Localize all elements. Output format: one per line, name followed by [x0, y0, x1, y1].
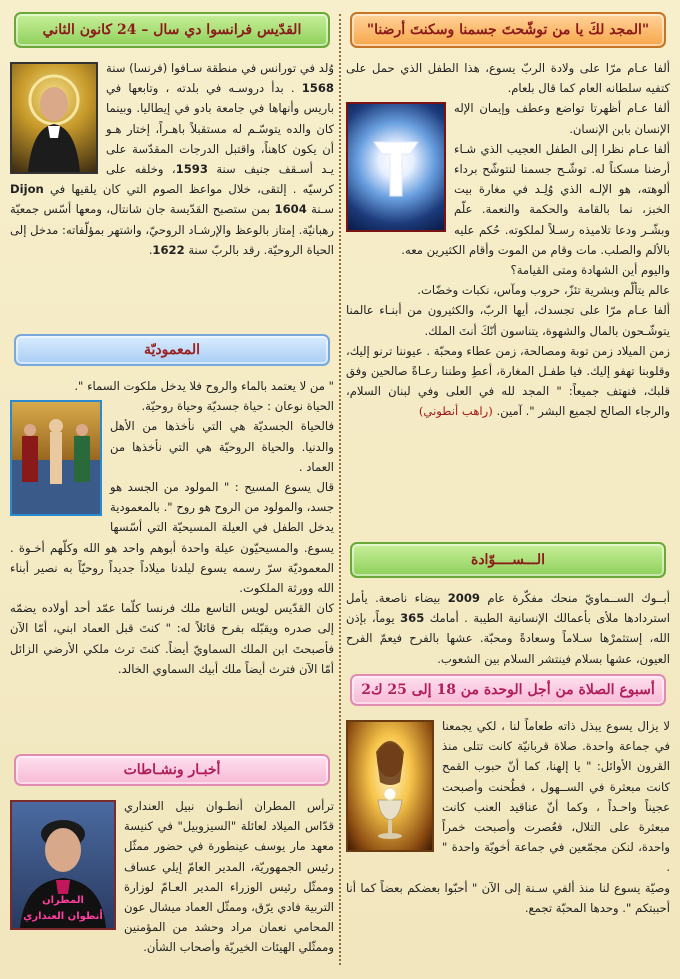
paragraph: " من لا يعتمد بالماء والروح فلا يدخل ملكوت السماء ". — [74, 379, 334, 393]
baptism-icon — [12, 402, 100, 514]
text: سـنة — [306, 202, 335, 217]
christmas-title: "المجد لكَ يا من توشّحتَ جسمنا وسكنتَ أرضنا" — [350, 12, 666, 48]
christmas-section — [346, 12, 670, 422]
paragraph: ألفا عـام مرّا على ولادة الربّ يسوع، هذا الطفل الذي حمل على كتفيه سلطانه العام كما قال بلعام. — [346, 61, 670, 96]
text: . بدأ دروسـه في بلدته ، وتابعها في باريس وأنهاها في جامعة بادو في إيطاليا. وبينما كان والده يتوسّـم له مستقبلاً باهـراً، إختار هـو أن يكون كاهناً، واقتبل الدرجات المقدّسة على يـد أسـقف جنيف سنة — [106, 81, 334, 177]
signature: (راهب أنطوني) — [418, 404, 493, 419]
year: 1593 — [175, 162, 208, 177]
news-title: أخبـار ونشـاطات — [14, 754, 330, 786]
photo-caption-name: أنطوان العنداري — [23, 911, 103, 922]
year: 1604 — [274, 202, 307, 217]
paragraph — [346, 341, 670, 422]
paragraph: وصيّة يسوع لنا منذ ألفي سـنة إلى الآن " أحبّوا بعضكم بعضاً كما أنا أحببتكم ". وحدها المحبّة تجمع. — [346, 880, 670, 915]
paragraph: فالحياة الجسديّة هي التي نأخذها من الأهل والدنيا. والحياة الروحيّة هي التي نأخذها من العماد . — [110, 419, 334, 474]
paragraph: قال يسوع المسيح : " المولود من الجسد هو جسد، والمولود من الروح هو روح ". بالمعمودية يدخل الطفل في العيلة المسيحيّة التي أسّسها يسوع. والمسيحيّون عيلة واحدة أبوهم واحد هو الله وكلّهم أخـوة . المعموديّة سرّ رسمه يسوع ليلدنا ميلاداً جديداً روحيّاً به نصير أبناء الله وورثة الملكوت. — [10, 480, 334, 596]
baptism-title: المعموديّة — [14, 334, 330, 366]
paragraph: الحياة نوعان : حياة جسديّة وحياة روحيّة. — [141, 399, 334, 414]
paragraph: ألفا عـام مرّا على تجسدك، أيها الربّ، والكثيرون من أبنـاء عالمنا يتوشّـحون بالمال والشهوة، يتناسون أنّكَ أنتَ الملك. — [346, 303, 670, 338]
text: ، وخلفه على كرسيّه . إلتقى، خلال مواعظ الصوم التي كان يلقيها في — [43, 162, 334, 197]
year: 1568 — [301, 81, 334, 96]
unity-week-section — [346, 674, 670, 918]
saint-section — [10, 12, 334, 260]
text: بمن ستصبح القدّيسة جان شانتال، ومعها أسّس جمعيّة رهبانيّة. إمتاز بالوعظ والإرشـاد الروحيّ، واشتهر بمؤلّفاته: مدخل إلى الحياة الروحيّة. رقد بالربّ سنة — [10, 202, 334, 257]
cross-icon — [348, 104, 444, 230]
paragraph: كان القدّيس لويس التاسع ملك فرنسا كلّما عمّد أحد أولاده يضمّه إلى صدره ويقبّله بفرح قائلاً له: " كنتَ قبل العماد ابني، أمّا الآن فأصبحتَ ابن الملك السماويّ أيضاً. كنتَ ترث ملكي الأرضي الزائل أمّا الآن فترث أيضاً ملك أبيك السماوي الخالد. — [10, 601, 334, 676]
text: أبــوك الســماويّ منحك مفكّرة عام — [480, 591, 670, 605]
paragraph: لا يزال يسوع يبذل ذاته طعاماً لنا ، لكي يجمعنا في جماعة واحدة. صلاة قربانيّة كانت تتلى منذ القرون الأوائل: " يا إلهنا، كما أنّ حبوب القمح كانت مبعثرة في الســهول ، فطُحنت وأصبحت عجيناً واحـداً ، وكما أنّ عناقيد العنب كانت مبعثرة على التلال، فعُصرت وأصبحت خمراً واحدة، لنكن مجمّعين في جماعة أخويّة واحدة " . — [442, 719, 670, 875]
baptism-icon-image — [10, 400, 102, 516]
paragraph: ألفا عـام نظرا إلى الطفل العجيب الذي شـاء أرضنا مسكناً له. توشّـح جسمنا لنتوشّح برداء ألوهته، هو الإلـه الذي وُلِـد في مغارة بيت الخبز، نما بالقامة والحكمة والنعمة. علّم وبشّـر ودعا تلاميذه رسـلاً لملكوته. حُكم عليه بالألم والصلب. مات وقام من الموت وأقام الكثيرين معه. — [401, 141, 670, 257]
saint-portrait-image — [10, 62, 98, 174]
paragraph: واليوم أين الشهادة ومتى القيامة؟ — [510, 263, 670, 278]
text: وُلد في تورانس في منطقة سـافوا (فرنسا) سنة — [106, 61, 334, 75]
paragraph: عالم يتألّم وبشرية تئزّ، حروب ومآس، نكبات وخضّات. — [417, 283, 670, 298]
saint-icon — [12, 64, 96, 172]
paragraph: ترأس المطران أنطـوان نبيل العنداري قدّاس الميلاد لعائلة "السيزوبيل" في كنيسة معهد مار يوسف عينطورة في حضور ممثّل رئيس الجمهوريّة، المدير العامّ إيلي عساف وممثّل رئيس الوزراء المدير العـامّ لوزارة التربية فادي يرّق، وممثّل العماد ميشال عون المحامي نعمان مراد وحشد من المؤمنين وممثّلي الهيئات الخيريّة وأصحاب الشأن. — [124, 799, 334, 955]
christ-eucharist-image — [346, 720, 434, 852]
photo-caption-title: المطران — [42, 895, 84, 906]
year: 2009 — [447, 591, 481, 605]
bishop-icon — [12, 802, 114, 928]
column-divider — [339, 14, 343, 965]
text: بيضاء ناصعة. يأمل استردادها ملأى بأعمالك الإنسانية الطيبة . أمامك — [346, 591, 670, 626]
chalice-icon — [348, 722, 432, 850]
city: Dijon — [10, 182, 44, 197]
left-column — [10, 12, 334, 971]
bishop-photo — [10, 800, 116, 930]
text: . — [148, 242, 153, 257]
paragraph: ألفا عـام أظهرتا تواضع وعطف وإيمان الإله الإنسان بابن الإنسان. — [454, 101, 670, 136]
year: 1622 — [152, 242, 185, 257]
text: يوماً، بإذن الله، إستثمرْها سـلاماً وسعادةً ومحبّة. عشها بالفرح فيعمّ الفرح العيون، عشها بسلام فينتشر السلام بين الشعوب. — [346, 611, 670, 666]
sawadeh-title: الـــســــوّادة — [350, 542, 666, 578]
saint-title: القدّيس فرانسوا دي سال – 24 كانون الثاني — [14, 12, 330, 48]
right-column — [346, 12, 670, 971]
unity-week-title: أسبوع الصلاة من أجل الوحدة من 18 إلى 25 ك2 — [350, 674, 666, 706]
light-cross-image — [346, 102, 446, 232]
paragraph — [346, 588, 670, 669]
days-count: 365 — [400, 611, 425, 626]
baptism-section — [10, 334, 334, 679]
news-section — [10, 754, 334, 958]
sawadeh-section — [346, 542, 670, 669]
paragraph-text: زمن الميلاد زمن توبة ومصالحة، زمن عطاء ومحبّة . عيوننا ترنو إليك، وقلوبنا تهفو إليك. فيا طفـل المغارة، أعطِ وطننا رعـاةً صالحين وفق قلبك، فنهتف جميعاً: " المجد لله في العلى وفي لبنان السلام، والرجاء الصالح لجميع البشر ". آمين. — [346, 343, 670, 419]
